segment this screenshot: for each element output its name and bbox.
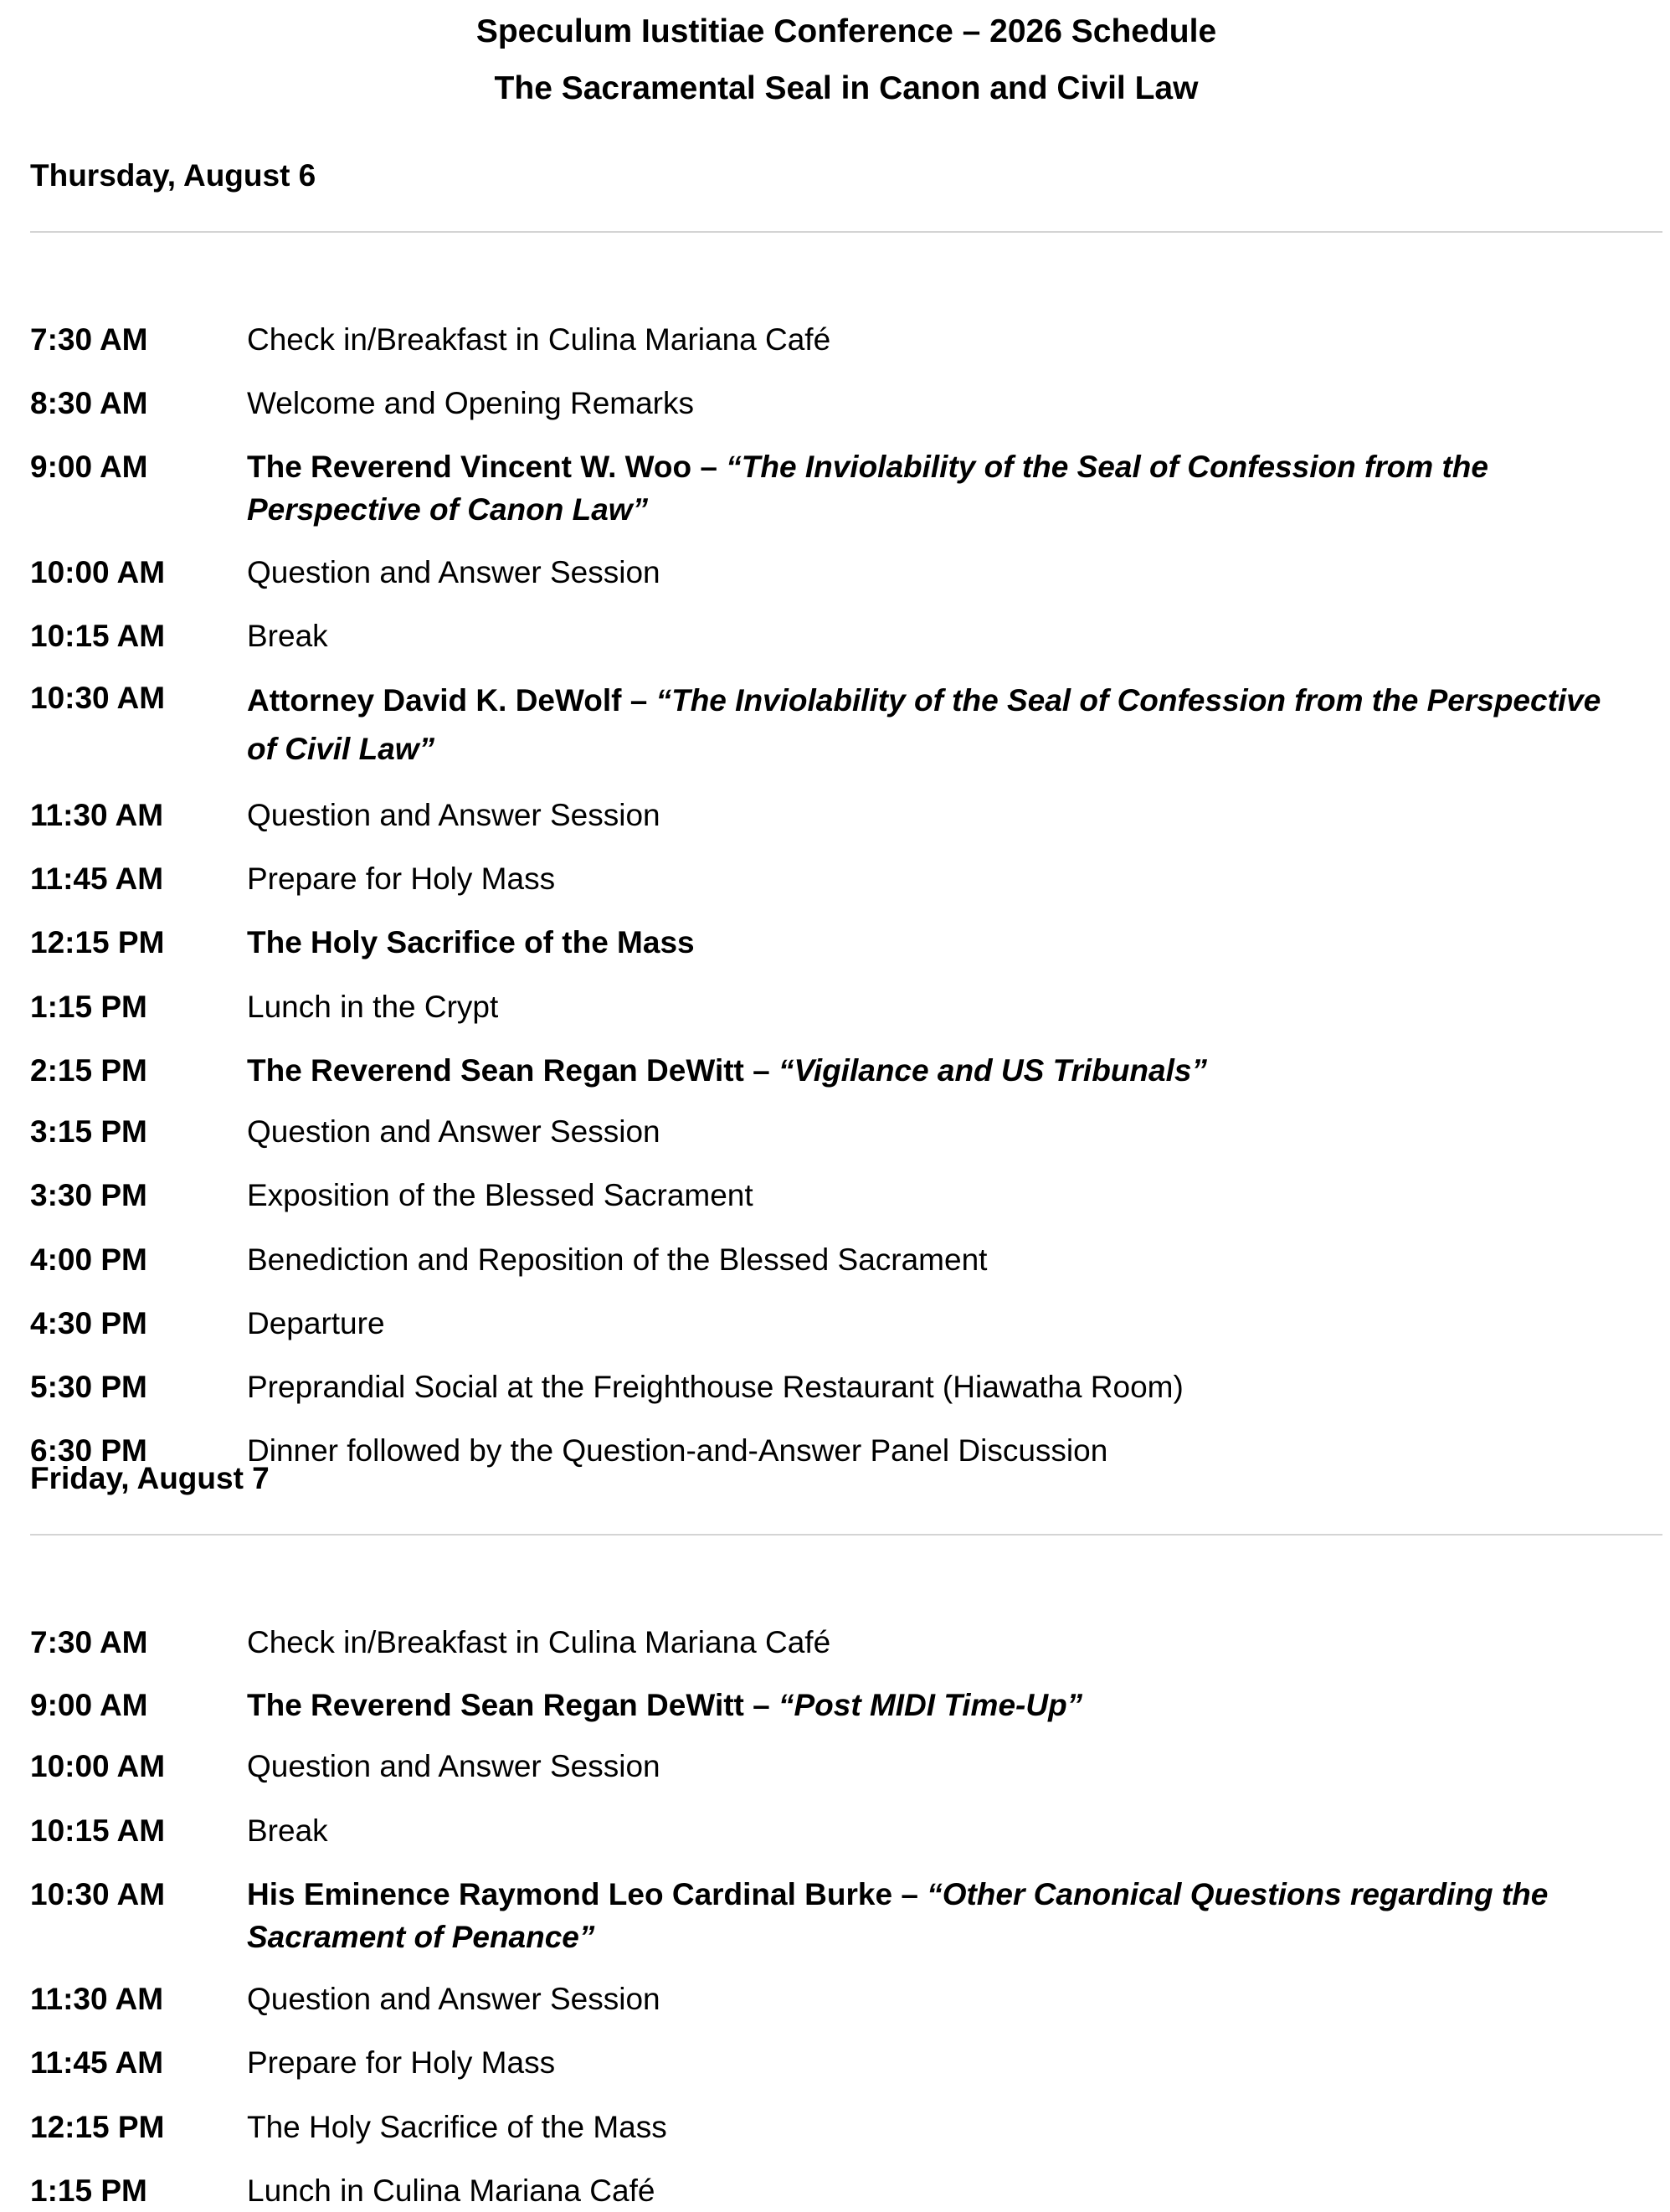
schedule-row — [30, 1366, 1662, 1408]
schedule-row — [30, 2169, 1662, 2212]
schedule-row — [30, 1621, 1662, 1664]
row-time: 10:30 AM — [30, 1877, 166, 1911]
day-divider — [30, 231, 1662, 233]
row-description: Question and Answer Session — [247, 1114, 660, 1149]
row-description: Question and Answer Session — [247, 1982, 660, 2016]
schedule-row — [30, 1049, 1662, 1092]
row-time: 10:15 AM — [30, 1813, 166, 1848]
schedule-row — [30, 985, 1662, 1028]
row-description: Question and Answer Session — [247, 798, 660, 832]
schedule-row — [30, 1873, 1662, 1958]
row-description — [247, 1049, 1603, 1092]
row-time: 10:15 AM — [30, 619, 166, 653]
row-time: 11:30 AM — [30, 1982, 164, 2016]
talk-title: “The Inviolability of the Seal of Confession from the Perspective of Canon Law” — [247, 450, 1488, 527]
row-time: 3:15 PM — [30, 1114, 147, 1149]
row-time: 2:15 PM — [30, 1053, 147, 1088]
schedule-row — [30, 1174, 1662, 1217]
schedule-row — [30, 1809, 1662, 1852]
row-time: 10:30 AM — [30, 681, 166, 715]
row-description — [247, 676, 1603, 774]
schedule-row — [30, 857, 1662, 900]
schedule-row — [30, 1238, 1662, 1281]
row-time: 4:00 PM — [30, 1242, 147, 1277]
row-description: Check in/Breakfast in Culina Mariana Café — [247, 1625, 831, 1659]
schedule-row — [30, 1978, 1662, 2020]
row-time: 3:30 PM — [30, 1178, 147, 1212]
document-subtitle: The Sacramental Seal in Canon and Civil Law — [494, 70, 1199, 106]
row-description: Question and Answer Session — [247, 1749, 660, 1783]
schedule-row — [30, 1302, 1662, 1345]
row-time: 9:00 AM — [30, 1688, 148, 1722]
row-description: Preprandial Social at the Freighthouse Restaurant (Hiawatha Room) — [247, 1370, 1184, 1404]
schedule-row — [30, 318, 1662, 361]
row-description: Check in/Breakfast in Culina Mariana Café — [247, 322, 831, 357]
speaker-name: Attorney David K. DeWolf – — [247, 683, 656, 718]
row-description: Prepare for Holy Mass — [247, 862, 556, 896]
row-time: 10:00 AM — [30, 1749, 166, 1783]
day-heading: Friday, August 7 — [30, 1461, 270, 1495]
talk-title: “The Inviolability of the Seal of Confession from the Perspective of Civil Law” — [247, 683, 1601, 766]
row-time: 11:45 AM — [30, 2045, 164, 2080]
schedule-row — [30, 615, 1662, 657]
row-description — [247, 1873, 1603, 1958]
row-description: Lunch in Culina Mariana Café — [247, 2173, 655, 2208]
row-time: 1:15 PM — [30, 2173, 147, 2208]
row-description: Exposition of the Blessed Sacrament — [247, 1178, 753, 1212]
row-description: Lunch in the Crypt — [247, 990, 499, 1024]
row-description: Benediction and Reposition of the Blessed Sacrament — [247, 1242, 988, 1277]
row-time: 12:15 PM — [30, 2110, 165, 2144]
row-time: 7:30 AM — [30, 1625, 148, 1659]
row-time: 12:15 PM — [30, 925, 165, 959]
schedule-row — [30, 445, 1662, 531]
schedule-row — [30, 551, 1662, 594]
row-description: Break — [247, 1813, 328, 1848]
row-time: 7:30 AM — [30, 322, 148, 357]
row-time: 10:00 AM — [30, 555, 166, 589]
row-description: Dinner followed by the Question-and-Answer Panel Discussion — [247, 1433, 1108, 1468]
row-time: 5:30 PM — [30, 1370, 147, 1404]
row-description: Welcome and Opening Remarks — [247, 386, 695, 420]
row-time: 11:45 AM — [30, 862, 164, 896]
row-description: The Holy Sacrifice of the Mass — [247, 2110, 667, 2144]
row-time: 8:30 AM — [30, 386, 148, 420]
talk-title: “Vigilance and US Tribunals” — [778, 1053, 1207, 1088]
schedule-row — [30, 2106, 1662, 2148]
talk-title: “Other Canonical Questions regarding the Sacrament of Penance” — [247, 1877, 1549, 1954]
day-section-friday — [30, 1458, 1662, 2208]
row-description: Prepare for Holy Mass — [247, 2045, 556, 2080]
day-section-thursday — [30, 156, 1662, 1468]
speaker-name: The Reverend Sean Regan DeWitt – — [247, 1688, 778, 1722]
row-time: 1:15 PM — [30, 990, 147, 1024]
schedule-row — [30, 921, 1662, 964]
schedule-row — [30, 382, 1662, 424]
day-heading: Thursday, August 6 — [30, 158, 316, 193]
schedule-row — [30, 1110, 1662, 1153]
row-time: 6:30 PM — [30, 1433, 147, 1468]
schedule-row — [30, 1684, 1662, 1726]
talk-title: “Post MIDI Time-Up” — [778, 1688, 1083, 1722]
row-description: The Holy Sacrifice of the Mass — [247, 925, 695, 959]
day-divider — [30, 1534, 1662, 1536]
row-description: Question and Answer Session — [247, 555, 660, 589]
row-description — [247, 1684, 1603, 1726]
speaker-name: The Reverend Vincent W. Woo – — [247, 450, 727, 484]
document-title: Speculum Iustitiae Conference – 2026 Schedule — [475, 13, 1217, 49]
schedule-row — [30, 794, 1662, 836]
row-description: Break — [247, 619, 328, 653]
schedule-row — [30, 676, 1662, 774]
schedule-row — [30, 2041, 1662, 2084]
row-time: 4:30 PM — [30, 1306, 147, 1340]
row-time: 9:00 AM — [30, 450, 148, 484]
row-time: 11:30 AM — [30, 798, 164, 832]
row-description: Departure — [247, 1306, 385, 1340]
speaker-name: His Eminence Raymond Leo Cardinal Burke – — [247, 1877, 927, 1911]
speaker-name: The Reverend Sean Regan DeWitt – — [247, 1053, 778, 1088]
schedule-row — [30, 1745, 1662, 1788]
row-description — [247, 445, 1603, 531]
